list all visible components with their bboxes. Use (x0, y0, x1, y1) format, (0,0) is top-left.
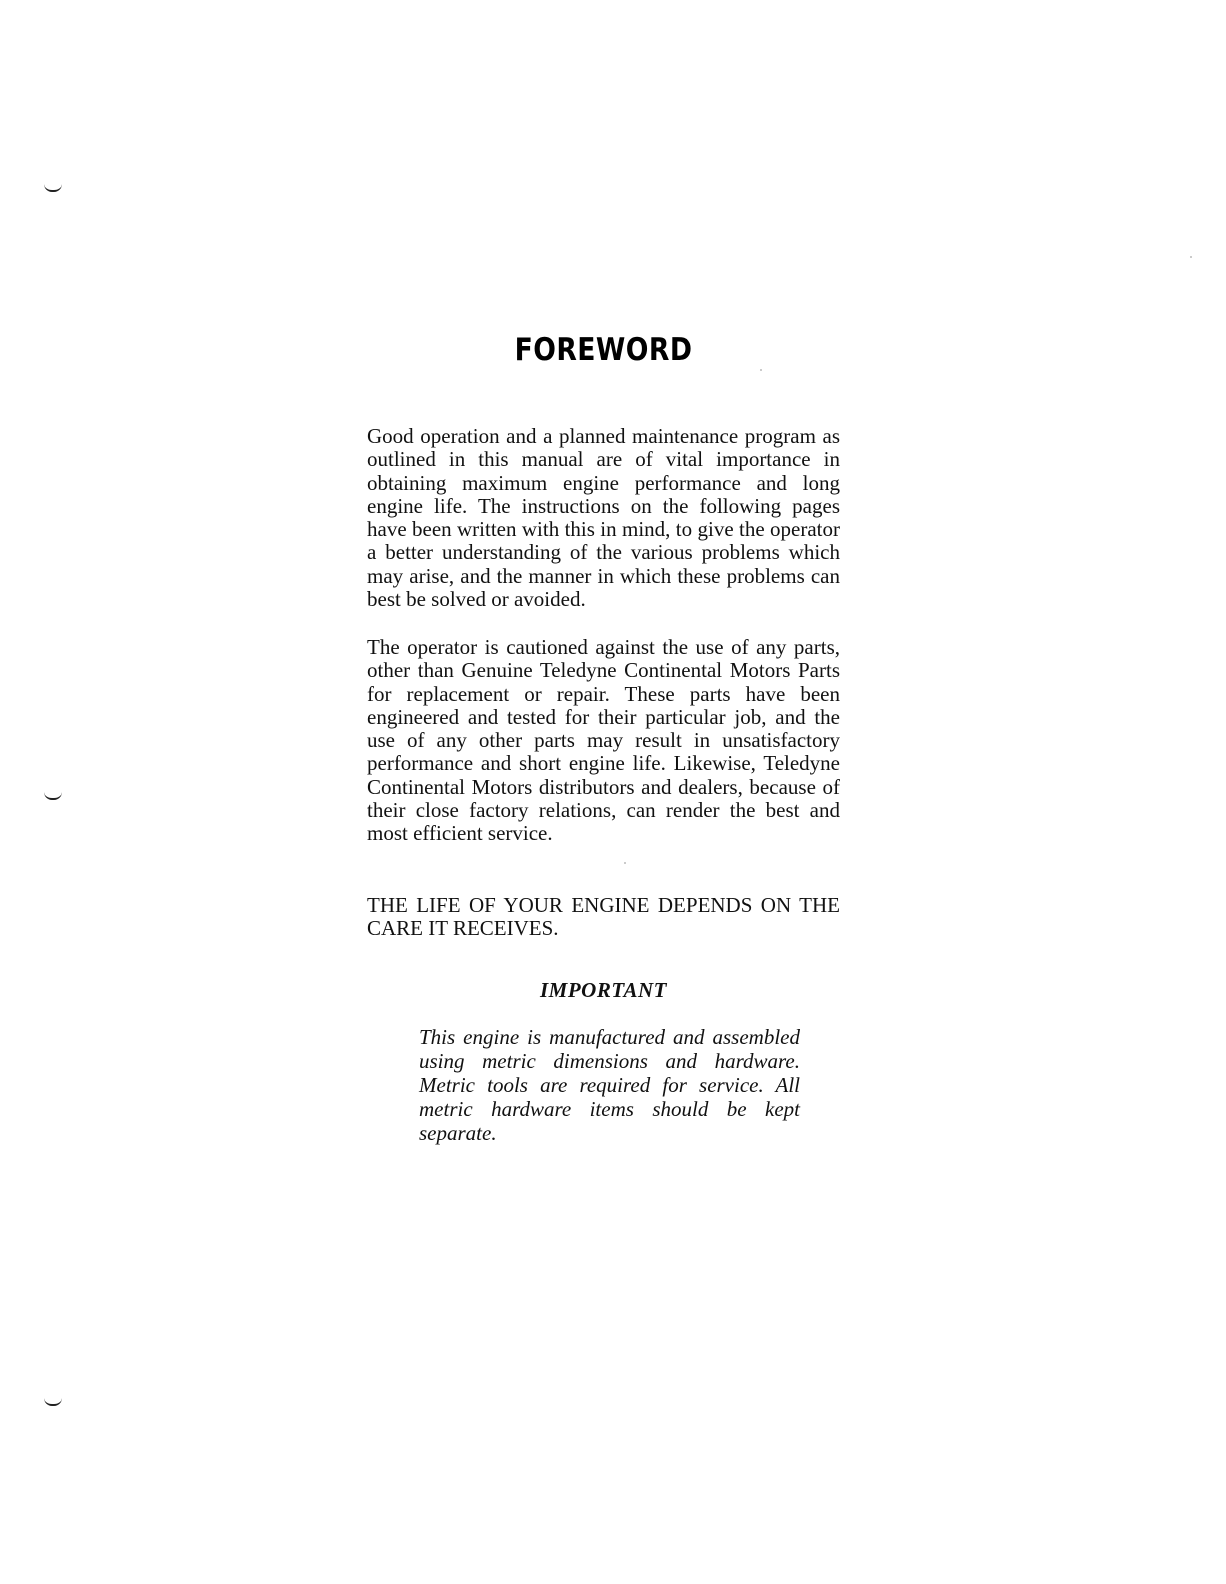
foreword-paragraph-engine-care: THE LIFE OF YOUR ENGINE DEPENDS ON THE CARE IT RECEIVES. (367, 893, 840, 941)
scan-speck (1190, 256, 1192, 258)
binding-mark-top (44, 184, 62, 192)
important-heading: IMPORTANT (539, 978, 667, 1002)
scan-speck (760, 369, 762, 371)
important-metric-note: This engine is manufactured and assembled using metric dimensions and hardware. Metric tools are required for service. All metric hardware items should be kept separate. (419, 1025, 800, 1145)
binding-mark-bottom (44, 1398, 62, 1406)
page-title: FOREWORD (514, 332, 693, 368)
scan-speck (624, 862, 626, 864)
foreword-paragraph-maintenance: Good operation and a planned maintenance program as outlined in this manual are of vital importance in obtaining maximum engine performance and long engine life. The instructions on the following pages have been written with this in mind, to give the operator a better understanding of the various problems which may arise, and the manner in which these problems can best be solved or avoided. (367, 424, 840, 612)
foreword-paragraph-genuine-parts: The operator is cautioned against the use of any parts, other than Genuine Teledyne Continental Motors Parts for replacement or repair. These parts have been engineered and tested for their particular job, and the use of any other parts may result in unsatisfactory performance and short engine life. Likewise, Teledyne Continental Motors distributors and dealers, because of their close factory relations, can render the best and most efficient service. (367, 635, 840, 846)
binding-mark-middle (44, 792, 62, 800)
